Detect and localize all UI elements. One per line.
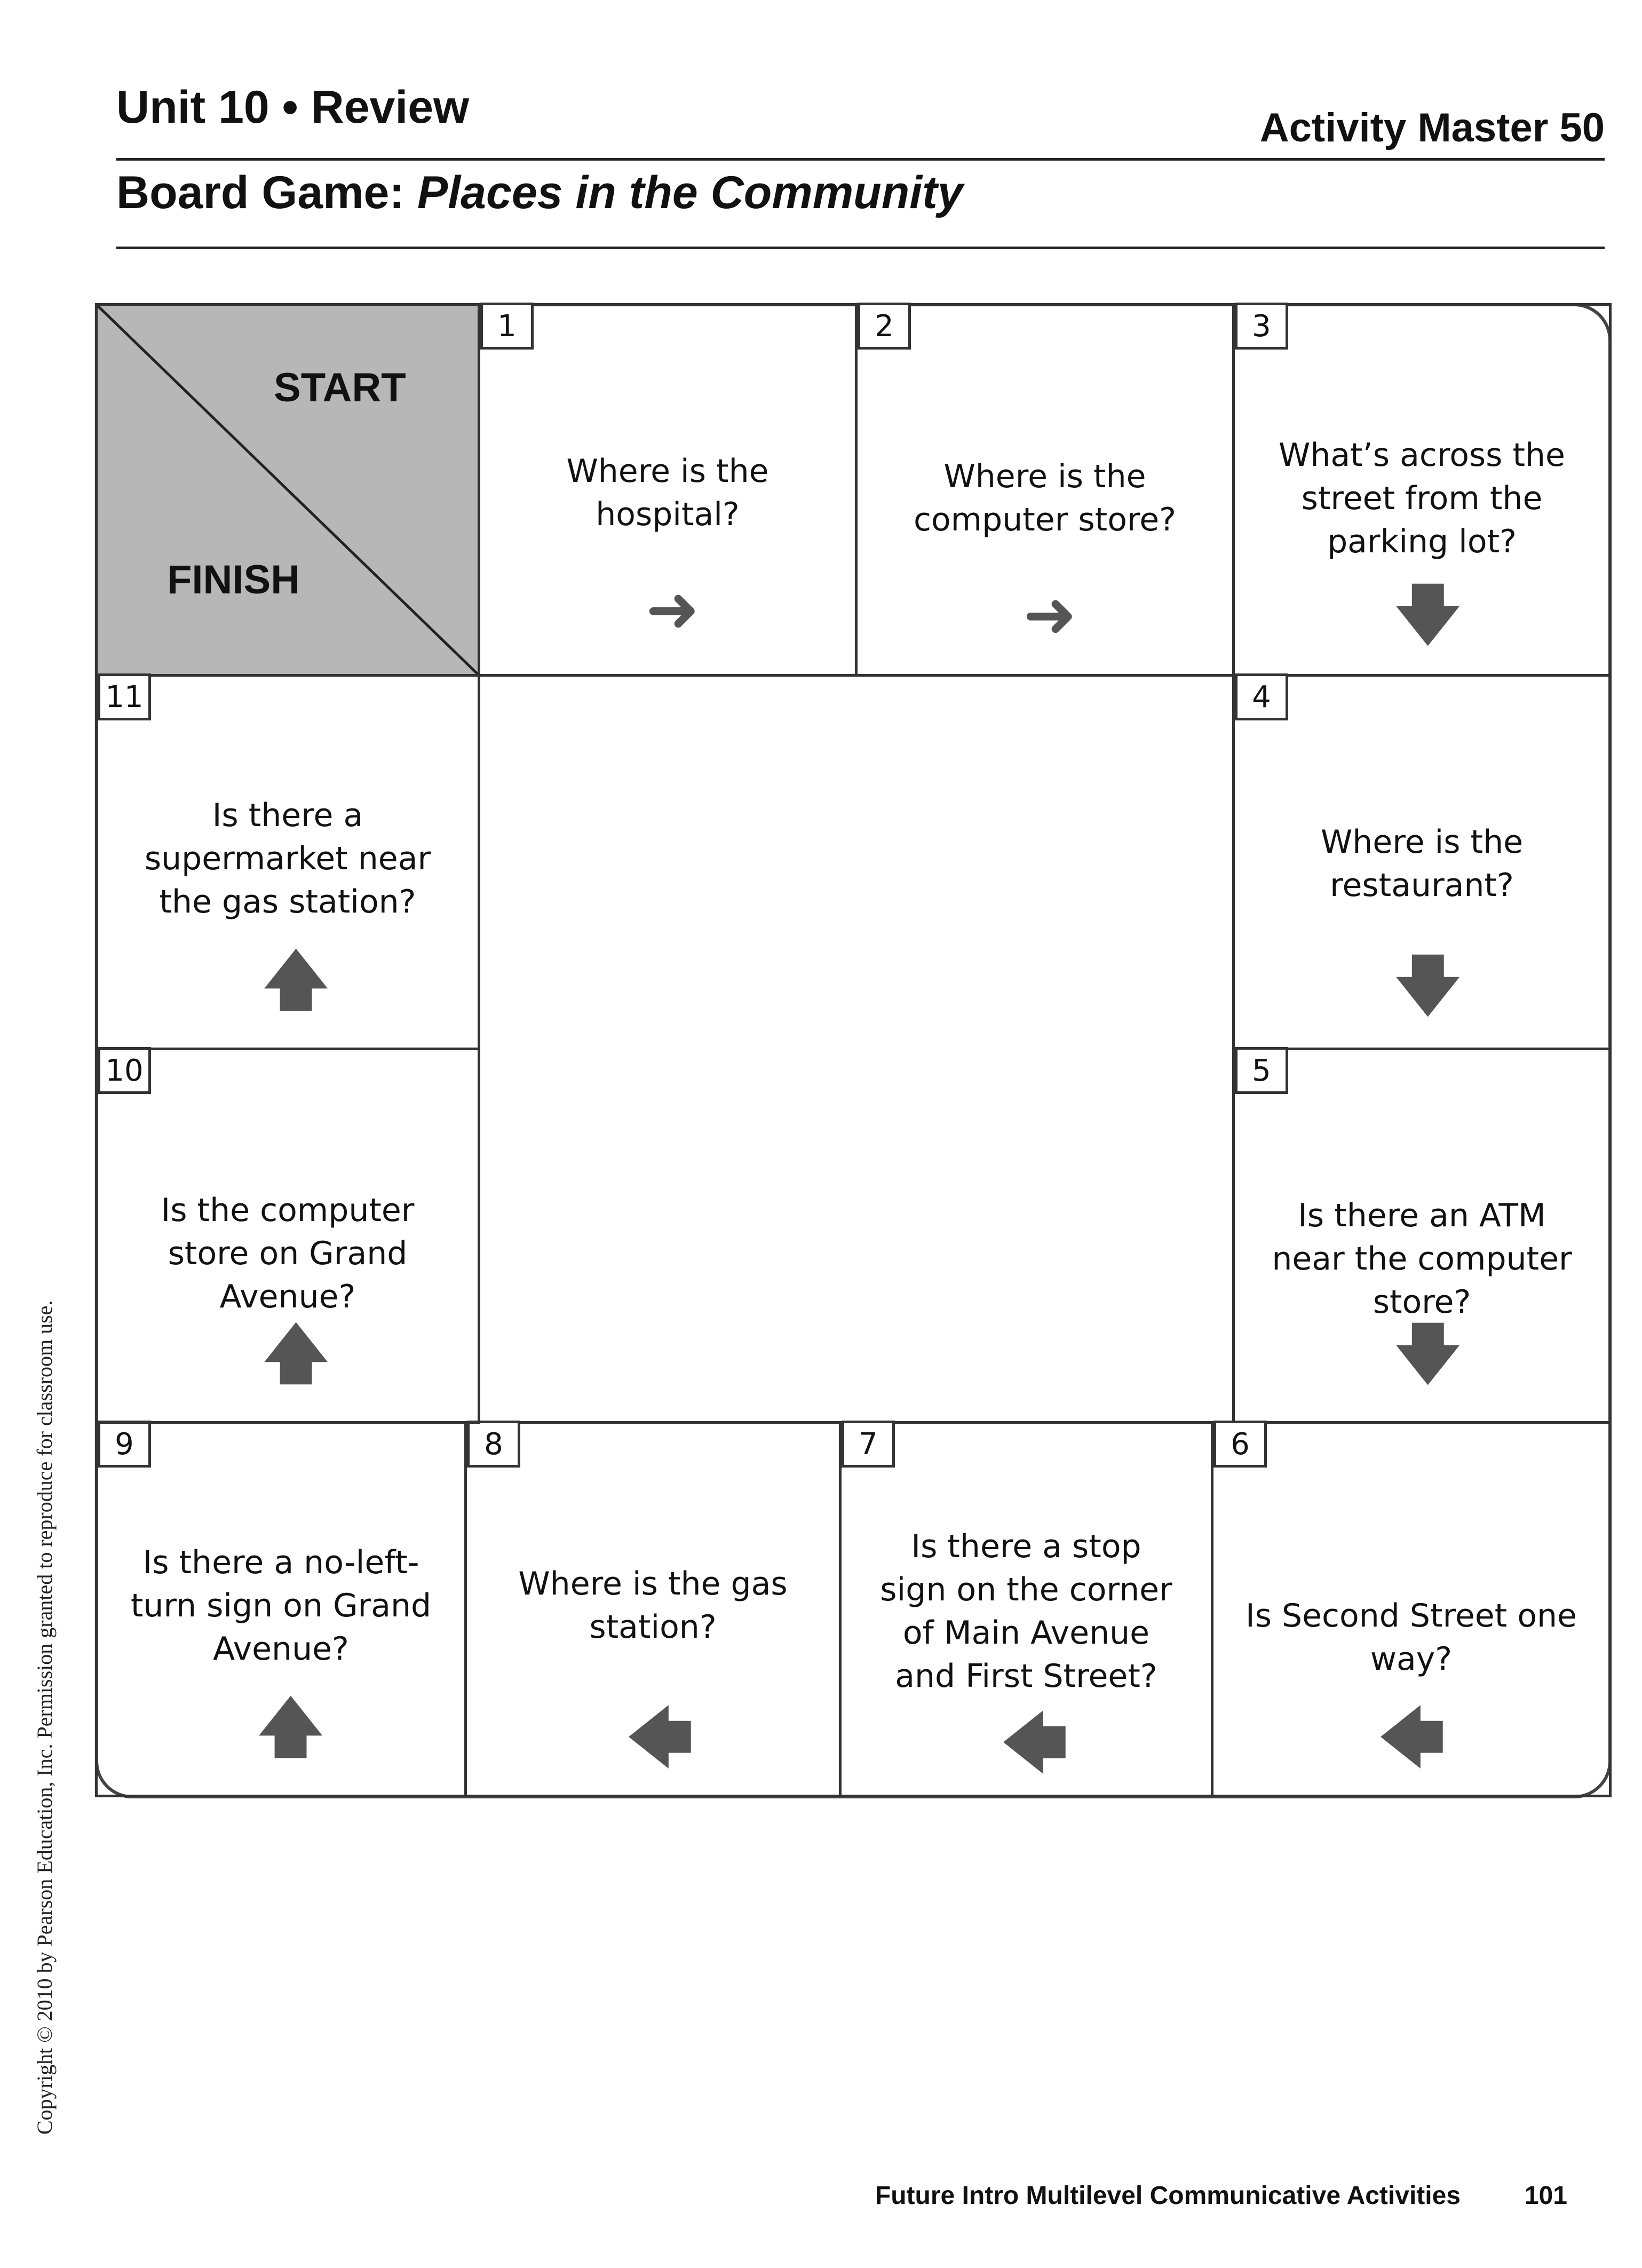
down-arrow-icon: 🡇: [1395, 1317, 1461, 1391]
down-arrow-icon: 🡇: [1395, 578, 1461, 652]
board-game-title: [116, 167, 963, 218]
board-square-8: [464, 1421, 842, 1797]
square-question: Is there a stop sign on the corner of Main Avenue and First Street?: [880, 1528, 1172, 1695]
square-number: 1: [480, 303, 534, 350]
left-arrow-icon: 🡄: [627, 1701, 693, 1775]
square-question: Is Second Street one way?: [1246, 1597, 1577, 1678]
board-square-2: [855, 303, 1235, 677]
board-square-6: [1211, 1421, 1612, 1797]
board-square-11: [95, 674, 480, 1050]
game-board: [95, 303, 1612, 1798]
board-square-1: [478, 303, 858, 677]
board-square-7: [839, 1421, 1213, 1797]
footer-book-title: Future Intro Multilevel Communicative Activities: [875, 2182, 1461, 2210]
unit-title: Unit 10 • Review: [116, 82, 469, 133]
diagonal-line: [98, 306, 478, 674]
page-number: 101: [1524, 2182, 1567, 2210]
board-square-10: [95, 1048, 480, 1424]
right-arrow-icon: ➜: [646, 573, 700, 647]
square-question: Where is the restaurant?: [1320, 823, 1524, 904]
square-question: Where is the gas station?: [518, 1565, 788, 1646]
square-number: 10: [98, 1047, 151, 1094]
down-arrow-icon: 🡇: [1395, 949, 1461, 1023]
square-question: What’s across the street from the parking lot?: [1279, 437, 1565, 560]
up-arrow-icon: 🡅: [258, 1691, 324, 1765]
square-question: Is there a supermarket near the gas station?: [144, 797, 431, 921]
left-arrow-icon: 🡄: [1002, 1707, 1068, 1781]
square-question: Is there a no-left-turn sign on Grand Avenue?: [130, 1544, 432, 1668]
right-arrow-icon: ➜: [1023, 578, 1077, 652]
square-number: 9: [98, 1421, 151, 1468]
board-game-name: Places in the Community: [417, 167, 963, 218]
board-game-prefix: Board Game:: [116, 167, 417, 218]
square-question: Where is the computer store?: [913, 458, 1177, 538]
start-finish-square: [95, 303, 480, 677]
square-number: 6: [1213, 1421, 1267, 1468]
up-arrow-icon: 🡅: [263, 943, 329, 1018]
up-arrow-icon: 🡅: [263, 1317, 329, 1391]
header-rule: [116, 158, 1605, 161]
left-arrow-icon: 🡄: [1379, 1701, 1445, 1775]
board-square-3: [1232, 303, 1612, 677]
square-number: 3: [1235, 303, 1288, 350]
start-label: START: [274, 365, 406, 410]
square-question: Is there an ATM near the computer store?: [1272, 1197, 1572, 1321]
board-square-4: [1232, 674, 1612, 1050]
square-number: 11: [98, 673, 151, 720]
copyright-notice: Copyright © 2010 by Pearson Education, Inc. Permission granted to reproduce for classroom use.: [33, 1300, 57, 2135]
square-question: Is the computer store on Grand Avenue?: [161, 1192, 415, 1315]
board-square-9: [95, 1421, 467, 1797]
finish-label: FINISH: [167, 557, 300, 602]
activity-master-label: Activity Master 50: [1259, 105, 1605, 150]
square-number: 7: [842, 1421, 895, 1468]
square-number: 5: [1235, 1047, 1288, 1094]
square-number: 4: [1235, 673, 1288, 720]
square-number: 8: [467, 1421, 520, 1468]
board-square-5: [1232, 1048, 1612, 1424]
title-rule: [116, 247, 1605, 249]
square-question: Where is the hospital?: [566, 453, 769, 533]
square-number: 2: [858, 303, 911, 350]
